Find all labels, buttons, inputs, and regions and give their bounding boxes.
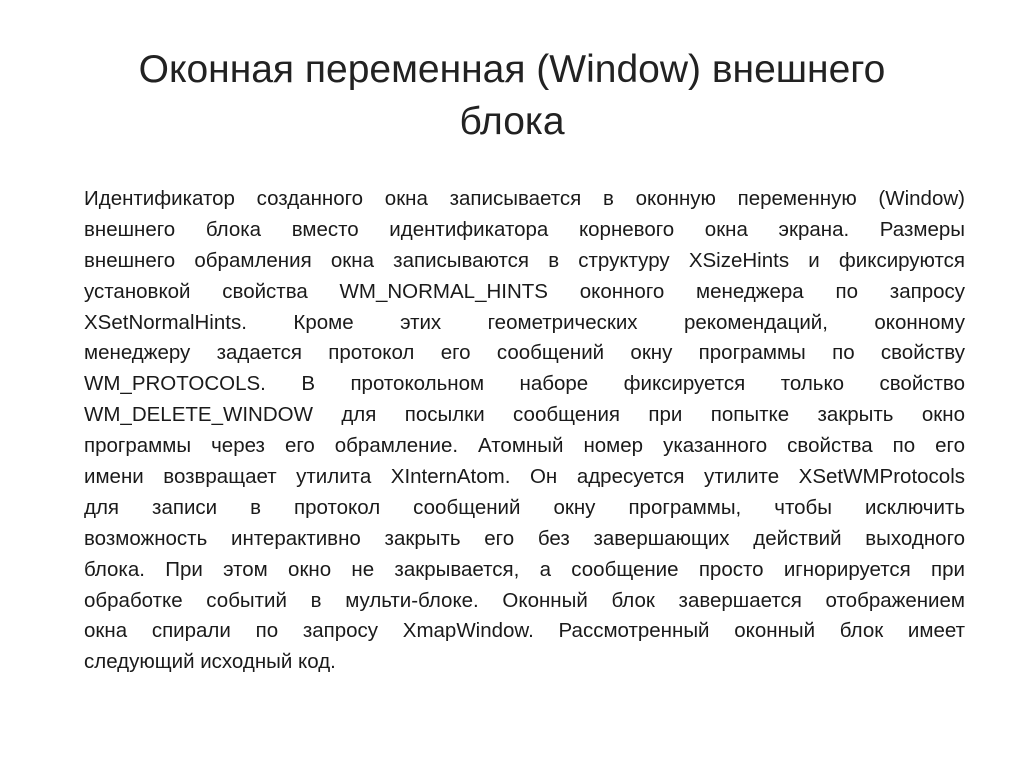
body-line: WM_PROTOCOLS. В протокольном наборе фиксируется только свойство	[84, 372, 965, 396]
body-line: обработке событий в мульти-блоке. Оконный блок завершается отображением	[84, 588, 965, 612]
body-line: имени возвращает утилита XInternAtom. Он адресуется утилите XSetWMProtocols	[84, 465, 965, 489]
body-line: внешнего блока вместо идентификатора корневого окна экрана. Размеры	[84, 217, 965, 241]
slide-title	[60, 44, 964, 148]
body-line: следующий исходный код.	[84, 650, 336, 674]
body-line: Идентификатор созданного окна записывается в оконную переменную (Window)	[84, 187, 965, 210]
body-line: XSetNormalHints. Кроме этих геометрических рекомендаций, оконному	[84, 310, 965, 334]
body-line: WM_DELETE_WINDOW для посылки сообщения при попытке закрыть окно	[84, 403, 965, 427]
title-line: блока	[459, 100, 565, 143]
slide-body-text	[84, 184, 965, 678]
title-line: Оконная переменная (Window) внешнего	[138, 48, 886, 91]
body-line: окна спирали по запросу XmapWindow. Рассмотренный оконный блок имеет	[84, 619, 965, 643]
body-line: установкой свойства WM_NORMAL_HINTS оконного менеджера по запросу	[84, 279, 965, 303]
body-line: внешнего обрамления окна записываются в структуру XSizeHints и фиксируются	[84, 248, 965, 272]
body-line: возможность интерактивно закрыть его без завершающих действий выходного	[84, 526, 965, 550]
body-line: менеджеру задается протокол его сообщений окну программы по свойству	[84, 341, 965, 365]
body-line: для записи в протокол сообщений окну программы, чтобы исключить	[84, 495, 965, 519]
body-line: блока. При этом окно не закрывается, а сообщение просто игнорируется при	[84, 557, 965, 581]
body-line: программы через его обрамление. Атомный номер указанного свойства по его	[84, 434, 965, 458]
